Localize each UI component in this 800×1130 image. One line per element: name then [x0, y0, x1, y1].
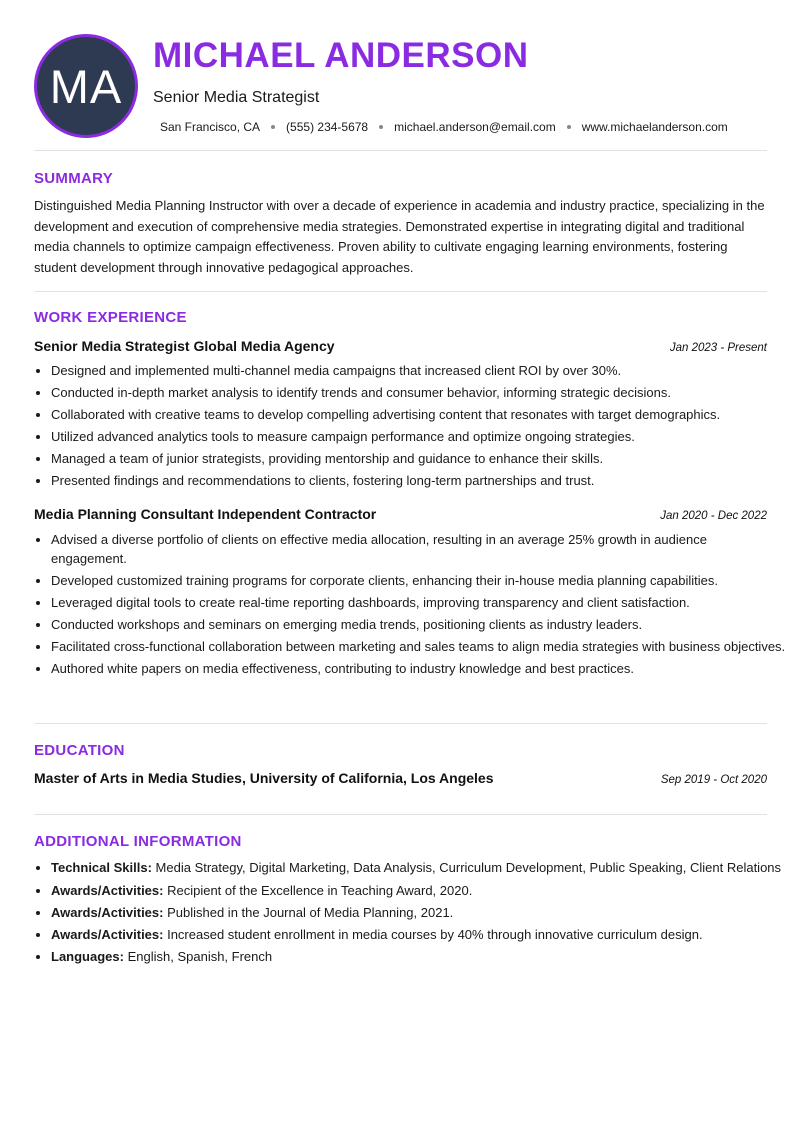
job-bullet: • Conducted workshops and seminars on emerging media trends, positioning clients as industry leaders. — [51, 616, 786, 635]
info-label: Technical Skills: — [51, 860, 152, 875]
info-item — [51, 859, 786, 878]
job-bullet: • Presented findings and recommendations to clients, fostering long-term partnerships and trust. — [51, 472, 786, 491]
education-dates: Sep 2019 - Oct 2020 — [660, 774, 767, 786]
info-text: Recipient of the Excellence in Teaching Award, 2020. — [167, 882, 473, 898]
separator-dot — [379, 125, 383, 129]
job-bullet: • Developed customized training programs for corporate clients, enhancing their in-house media planning capabilities. — [51, 572, 786, 591]
avatar — [34, 34, 138, 138]
job-role: Senior Media Strategist Global Media Agency — [34, 338, 335, 354]
info-item — [51, 904, 786, 923]
contact-website[interactable]: www.michaelanderson.com — [581, 120, 728, 134]
info-label: Awards/Activities: — [51, 904, 164, 920]
divider — [34, 723, 767, 724]
info-text: Published in the Journal of Media Planning, 2021. — [167, 904, 454, 920]
job-bullet: • Authored white papers on media effectiveness, contributing to industry knowledge and best practices. — [51, 660, 786, 679]
education-entry — [34, 770, 767, 786]
job-header — [34, 338, 767, 354]
job-bullets — [34, 362, 786, 494]
info-item — [51, 882, 786, 901]
job-role: Media Planning Consultant Independent Contractor — [34, 506, 377, 522]
info-text: English, Spanish, French — [127, 949, 273, 964]
contact-line — [160, 120, 728, 134]
job-bullet: • Utilized advanced analytics tools to measure campaign performance and optimize ongoing strategies. — [51, 428, 786, 447]
contact-phone: (555) 234-5678 — [286, 120, 369, 134]
job-bullet: • Managed a team of junior strategists, providing mentorship and guidance to enhance their skills. — [51, 450, 786, 469]
job-bullet: • Conducted in-depth market analysis to identify trends and consumer behavior, informing strategic decisions. — [51, 384, 786, 403]
work-experience-heading: WORK EXPERIENCE — [34, 309, 187, 326]
info-item — [51, 926, 786, 945]
education-degree: Master of Arts in Media Studies, University of California, Los Angeles — [34, 770, 494, 786]
info-text: Increased student enrollment in media courses by 40% through innovative curriculum design. — [167, 926, 703, 942]
job-bullets — [34, 531, 786, 682]
summary-heading: SUMMARY — [34, 170, 114, 187]
job-bullet: • Designed and implemented multi-channel media campaigns that increased client ROI by over 30%. — [51, 362, 786, 381]
job-header — [34, 506, 767, 522]
job-dates: Jan 2023 - Present — [669, 342, 767, 354]
info-text: Media Strategy, Digital Marketing, Data Analysis, Curriculum Development, Public Speaking, Client Relations — [155, 860, 782, 875]
job-bullet: • Leveraged digital tools to create real-time reporting dashboards, improving transparency and client satisfaction. — [51, 594, 786, 613]
job-bullet: • Advised a diverse portfolio of clients on effective media allocation, resulting in an average 25% growth in audience engagement. — [51, 531, 786, 568]
info-label: Awards/Activities: — [51, 926, 164, 942]
additional-info-heading: ADDITIONAL INFORMATION — [34, 833, 242, 850]
info-label: Languages: — [51, 949, 124, 964]
job-bullet: • Collaborated with creative teams to develop compelling advertising content that resonates with target demographics. — [51, 406, 786, 425]
contact-location: San Francisco, CA — [160, 120, 261, 134]
job-dates: Jan 2020 - Dec 2022 — [660, 510, 767, 522]
job-bullet: • Facilitated cross-functional collaboration between marketing and sales teams to align media strategies with business objectives. — [51, 638, 786, 657]
info-item — [51, 948, 786, 967]
separator-dot — [567, 125, 571, 129]
education-heading: EDUCATION — [34, 742, 125, 759]
contact-email[interactable]: michael.anderson@email.com — [394, 120, 556, 134]
info-label: Awards/Activities: — [51, 882, 164, 898]
divider — [34, 814, 767, 815]
candidate-name: MICHAEL ANDERSON — [153, 36, 529, 75]
candidate-title: Senior Media Strategist — [153, 89, 320, 106]
divider — [34, 150, 767, 151]
divider — [34, 291, 767, 292]
avatar-initials: MA — [49, 59, 123, 113]
summary-text: Distinguished Media Planning Instructor with over a decade of experience in academia and industry practice, specializing in the development and execution of comprehensive media strategies. Demonstrated expertise in integrating digital and traditional media channels to optimize campaign effectiveness. Proven ability to cultivate engaging learning environments, fostering student development through innovative pedagogical approaches. — [34, 198, 765, 275]
additional-info-list — [34, 859, 786, 970]
separator-dot — [271, 125, 275, 129]
